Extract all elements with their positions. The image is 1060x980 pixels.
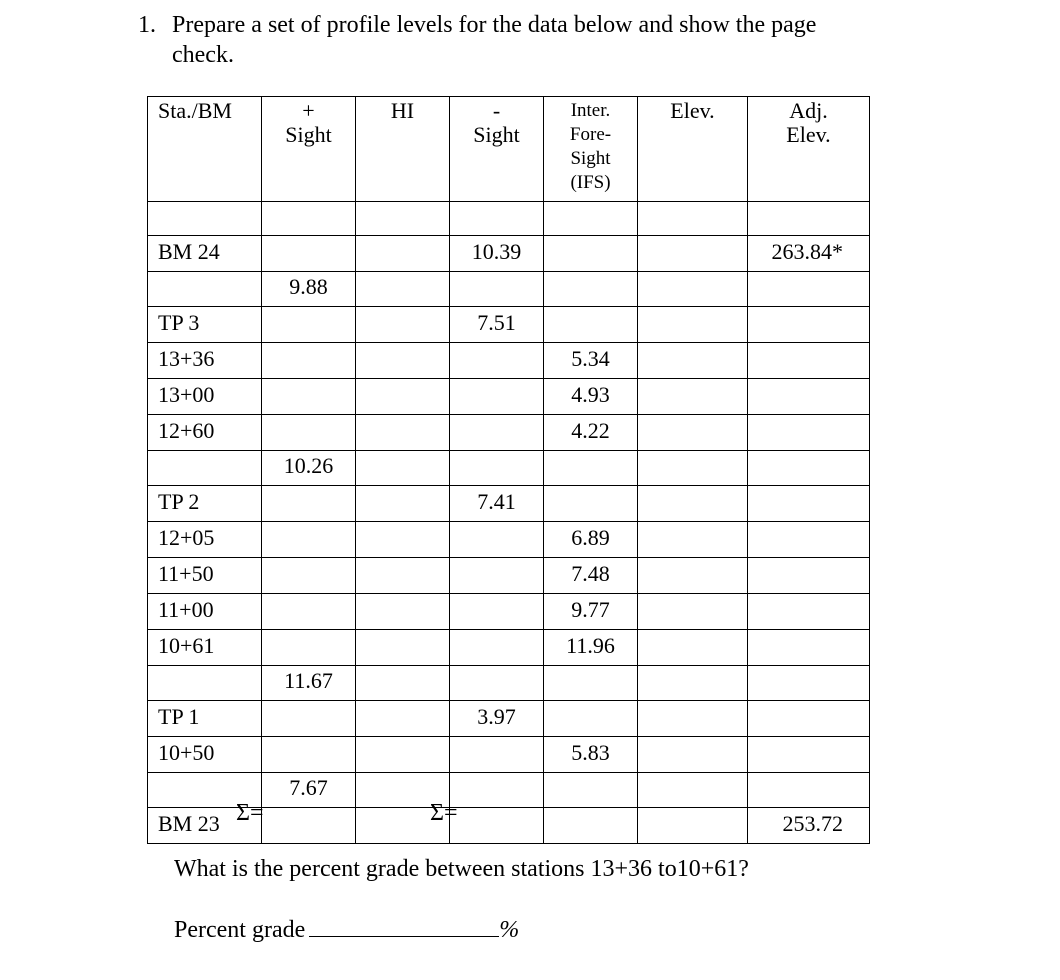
- cell-foresight: [450, 451, 544, 486]
- cell-backsight: [262, 558, 356, 594]
- header-sta: [148, 97, 262, 202]
- cell-ifs: 5.34: [544, 343, 638, 379]
- table-row: [148, 236, 870, 272]
- cell-foresight: [450, 666, 544, 701]
- cell-elev: [638, 666, 748, 701]
- header-hi: [356, 97, 450, 202]
- cell-adj-elev: [748, 773, 870, 808]
- table-row: [148, 558, 870, 594]
- cell-adj-elev: [748, 415, 870, 451]
- spacer-cell: [148, 202, 262, 236]
- cell-elev: [638, 594, 748, 630]
- cell-backsight: [262, 415, 356, 451]
- cell-station: BM 24: [148, 236, 262, 272]
- cell-station: 12+60: [148, 415, 262, 451]
- cell-elev: [638, 737, 748, 773]
- cell-backsight: 11.67: [262, 666, 356, 701]
- header-ifs: [544, 97, 638, 202]
- problem-line-1: [138, 10, 878, 40]
- cell-ifs: [544, 272, 638, 307]
- header-backsight: [262, 97, 356, 202]
- cell-foresight: [450, 558, 544, 594]
- cell-station: 13+00: [148, 379, 262, 415]
- table-row: [148, 486, 870, 522]
- cell-backsight: [262, 236, 356, 272]
- cell-adj-elev: 253.72: [748, 808, 870, 844]
- cell-ifs: 11.96: [544, 630, 638, 666]
- cell-foresight: [450, 522, 544, 558]
- cell-ifs: [544, 236, 638, 272]
- header-foresight-sign: -: [492, 98, 501, 123]
- cell-foresight: 7.51: [450, 307, 544, 343]
- cell-adj-elev: [748, 307, 870, 343]
- header-ifs-line-1: Inter.: [570, 100, 611, 121]
- cell-station: 11+00: [148, 594, 262, 630]
- cell-ifs: [544, 451, 638, 486]
- cell-elev: [638, 773, 748, 808]
- cell-foresight: 3.97: [450, 701, 544, 737]
- header-sta-label: Sta./BM: [158, 98, 232, 123]
- cell-adj-elev: [748, 379, 870, 415]
- cell-hi: [356, 594, 450, 630]
- cell-backsight: [262, 486, 356, 522]
- cell-backsight: [262, 522, 356, 558]
- cell-elev: [638, 272, 748, 307]
- cell-adj-elev: [748, 272, 870, 307]
- cell-backsight: 9.88: [262, 272, 356, 307]
- cell-hi: [356, 630, 450, 666]
- cell-foresight: [450, 808, 544, 844]
- cell-hi: [356, 415, 450, 451]
- cell-hi: [356, 307, 450, 343]
- header-hi-label: HI: [390, 98, 415, 123]
- cell-adj-elev: [748, 701, 870, 737]
- cell-backsight: [262, 630, 356, 666]
- cell-foresight: [450, 773, 544, 808]
- header-ifs-line-2: Fore-: [569, 124, 612, 145]
- cell-ifs: [544, 307, 638, 343]
- spacer-cell: [262, 202, 356, 236]
- table-row: [148, 272, 870, 307]
- cell-hi: [356, 451, 450, 486]
- spacer-cell: [450, 202, 544, 236]
- cell-adj-elev: [748, 558, 870, 594]
- cell-adj-elev: [748, 666, 870, 701]
- profile-levels-table: [147, 96, 870, 844]
- table-row: [148, 594, 870, 630]
- cell-station: [148, 666, 262, 701]
- cell-station: 10+50: [148, 737, 262, 773]
- percent-grade-answer: [174, 914, 519, 944]
- cell-ifs: 7.48: [544, 558, 638, 594]
- cell-adj-elev: 263.84*: [748, 236, 870, 272]
- cell-ifs: [544, 701, 638, 737]
- cell-ifs: 9.77: [544, 594, 638, 630]
- problem-text-line-2: check.: [172, 42, 234, 68]
- cell-adj-elev: [748, 630, 870, 666]
- header-elev-label: Elev.: [670, 98, 715, 123]
- cell-station: TP 1: [148, 701, 262, 737]
- backsight-sum-label: Σ=: [236, 800, 264, 826]
- cell-station: BM 23: [148, 808, 262, 844]
- cell-adj-elev: [748, 522, 870, 558]
- table-row: [148, 343, 870, 379]
- cell-elev: [638, 236, 748, 272]
- cell-foresight: 10.39: [450, 236, 544, 272]
- header-row: [148, 97, 870, 202]
- table-row: [148, 522, 870, 558]
- cell-ifs: 6.89: [544, 522, 638, 558]
- cell-adj-elev: [748, 486, 870, 522]
- spacer-cell: [748, 202, 870, 236]
- problem-text-line-1: Prepare a set of profile levels for the data below and show the page: [172, 12, 817, 38]
- cell-ifs: 4.93: [544, 379, 638, 415]
- cell-adj-elev: [748, 737, 870, 773]
- cell-backsight: [262, 701, 356, 737]
- problem-statement: [138, 10, 878, 70]
- header-foresight-label: Sight: [473, 122, 520, 147]
- cell-backsight: [262, 379, 356, 415]
- table-row: [148, 630, 870, 666]
- table-row: [148, 701, 870, 737]
- cell-hi: [356, 666, 450, 701]
- percent-unit: %: [499, 917, 520, 943]
- table-row: [148, 415, 870, 451]
- cell-station: TP 2: [148, 486, 262, 522]
- header-ifs-line-4: (IFS): [570, 172, 611, 193]
- cell-hi: [356, 701, 450, 737]
- header-foresight: [450, 97, 544, 202]
- percent-grade-label: Percent grade: [174, 917, 306, 943]
- cell-station: 13+36: [148, 343, 262, 379]
- header-backsight-sign: +: [302, 98, 315, 123]
- cell-ifs: [544, 808, 638, 844]
- level-rows: [148, 236, 870, 844]
- cell-elev: [638, 451, 748, 486]
- cell-elev: [638, 379, 748, 415]
- header-adj-elev-line-1: Adj.: [789, 98, 828, 123]
- cell-ifs: 5.83: [544, 737, 638, 773]
- spacer-cell: [544, 202, 638, 236]
- cell-hi: [356, 236, 450, 272]
- cell-elev: [638, 415, 748, 451]
- cell-backsight: [262, 737, 356, 773]
- cell-elev: [638, 486, 748, 522]
- cell-station: [148, 451, 262, 486]
- cell-backsight: [262, 594, 356, 630]
- table-row: [148, 666, 870, 701]
- percent-grade-blank[interactable]: [309, 914, 499, 937]
- cell-elev: [638, 307, 748, 343]
- cell-elev: [638, 808, 748, 844]
- cell-adj-elev: [748, 343, 870, 379]
- header-adj-elev: [748, 97, 870, 202]
- header-ifs-line-3: Sight: [570, 148, 611, 169]
- cell-ifs: [544, 486, 638, 522]
- table-row: [148, 379, 870, 415]
- cell-elev: [638, 701, 748, 737]
- cell-backsight: [262, 808, 356, 844]
- cell-foresight: [450, 415, 544, 451]
- header-backsight-label: Sight: [285, 122, 332, 147]
- cell-foresight: [450, 630, 544, 666]
- spacer-cell: [356, 202, 450, 236]
- cell-station: [148, 272, 262, 307]
- cell-foresight: 7.41: [450, 486, 544, 522]
- grade-question: What is the percent grade between stations 13+36 to10+61?: [174, 856, 749, 882]
- spacer-cell: [638, 202, 748, 236]
- cell-station: 11+50: [148, 558, 262, 594]
- cell-ifs: 4.22: [544, 415, 638, 451]
- cell-foresight: [450, 272, 544, 307]
- cell-elev: [638, 630, 748, 666]
- cell-adj-elev: [748, 451, 870, 486]
- cell-hi: [356, 379, 450, 415]
- header-elev: [638, 97, 748, 202]
- cell-hi: [356, 272, 450, 307]
- cell-backsight: [262, 343, 356, 379]
- cell-backsight: 10.26: [262, 451, 356, 486]
- cell-ifs: [544, 666, 638, 701]
- table-row: [148, 451, 870, 486]
- cell-station: TP 3: [148, 307, 262, 343]
- cell-foresight: [450, 379, 544, 415]
- cell-ifs: [544, 773, 638, 808]
- cell-foresight: [450, 737, 544, 773]
- cell-elev: [638, 343, 748, 379]
- cell-foresight: [450, 594, 544, 630]
- cell-hi: [356, 558, 450, 594]
- problem-number: 1.: [138, 12, 156, 38]
- cell-hi: [356, 522, 450, 558]
- cell-backsight: 7.67: [262, 773, 356, 808]
- cell-hi: [356, 737, 450, 773]
- cell-elev: [638, 558, 748, 594]
- spacer-row: [148, 202, 870, 236]
- header-adj-elev-line-2: Elev.: [786, 122, 831, 147]
- cell-hi: [356, 486, 450, 522]
- table-row: [148, 737, 870, 773]
- cell-hi: [356, 343, 450, 379]
- table-row: [148, 307, 870, 343]
- foresight-sum-label: Σ=: [430, 800, 458, 826]
- cell-station: 10+61: [148, 630, 262, 666]
- cell-station: 12+05: [148, 522, 262, 558]
- cell-foresight: [450, 343, 544, 379]
- cell-elev: [638, 522, 748, 558]
- cell-backsight: [262, 307, 356, 343]
- cell-adj-elev: [748, 594, 870, 630]
